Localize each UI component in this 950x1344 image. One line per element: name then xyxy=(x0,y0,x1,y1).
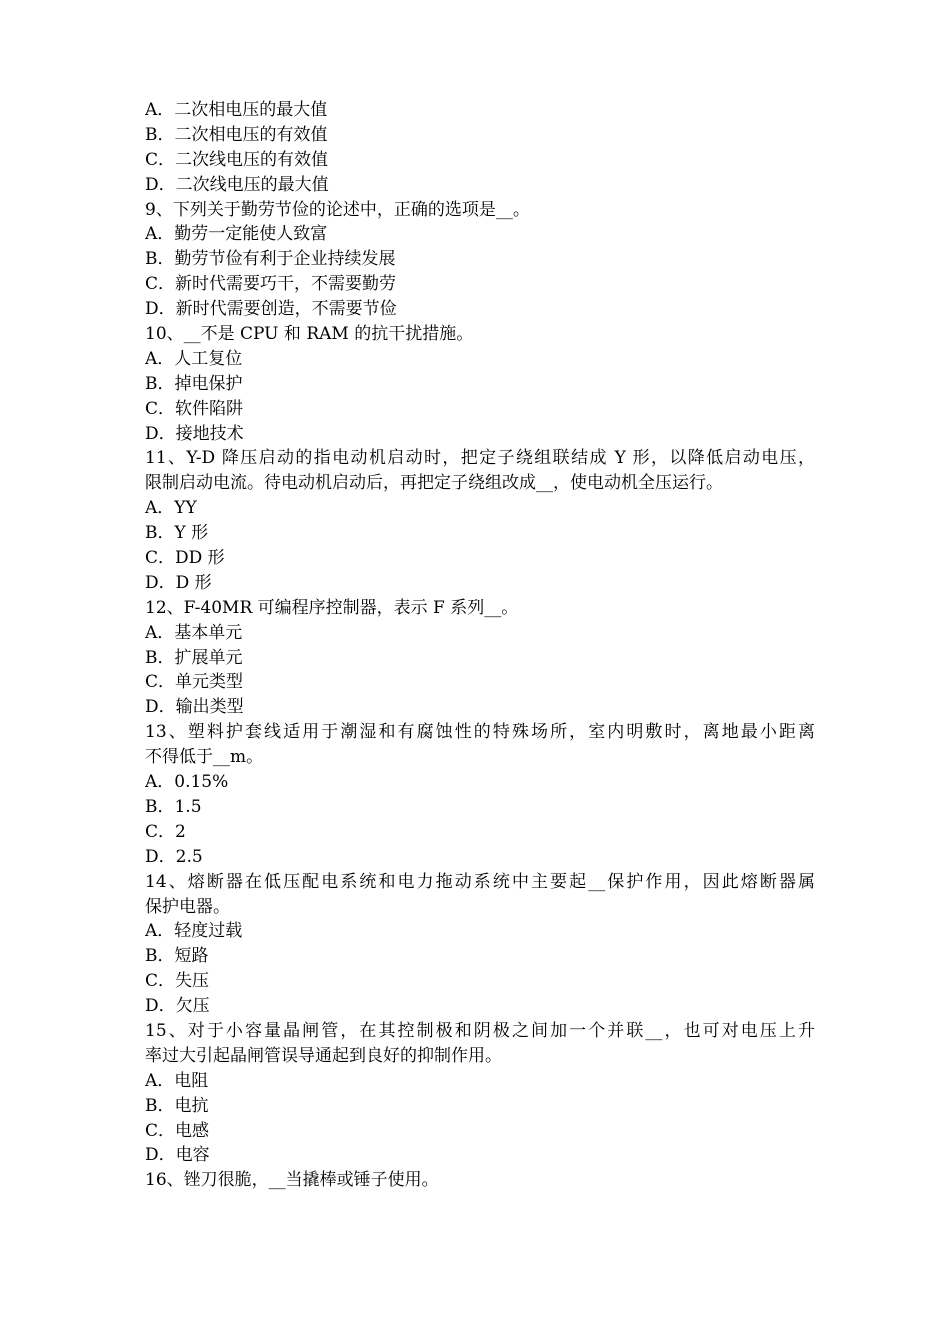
answer-option: C．DD 形 xyxy=(145,548,225,569)
question-text: 不得低于__m。 xyxy=(145,747,264,768)
answer-option: B．电抗 xyxy=(145,1095,209,1116)
answer-option: A．电阻 xyxy=(145,1070,209,1091)
answer-option: B．扩展单元 xyxy=(145,647,243,668)
answer-option: D．电容 xyxy=(145,1145,210,1166)
answer-option: C．电感 xyxy=(145,1120,210,1141)
answer-option: B．Y 形 xyxy=(145,523,209,544)
answer-option: D．二次线电压的最大值 xyxy=(145,174,329,195)
answer-option: C．失压 xyxy=(145,971,210,992)
question-text: 率过大引起晶闸管误导通起到良好的抑制作用。 xyxy=(145,1045,502,1066)
answer-option: C．2 xyxy=(145,821,186,842)
question-text: 11、Y-D 降压启动的指电动机启动时，把定子绕组联结成 Y 形，以降低启动电压， xyxy=(145,448,815,469)
answer-option: A．YY xyxy=(145,498,197,519)
answer-option: D．输出类型 xyxy=(145,697,244,718)
answer-option: B．二次相电压的有效值 xyxy=(145,124,328,145)
question-text: 限制启动电流。待电动机启动后，再把定子绕组改成__，使电动机全压运行。 xyxy=(145,473,723,494)
document-page xyxy=(145,98,815,1193)
answer-option: A．基本单元 xyxy=(145,622,243,643)
question-text: 16、锉刀很脆，__当撬棒或锤子使用。 xyxy=(145,1170,439,1191)
answer-option: A．勤劳一定能使人致富 xyxy=(145,224,328,245)
answer-option: A．人工复位 xyxy=(145,348,243,369)
answer-option: C．软件陷阱 xyxy=(145,398,244,419)
answer-option: D．欠压 xyxy=(145,996,210,1017)
question-text: 10、__不是 CPU 和 RAM 的抗干扰措施。 xyxy=(145,324,474,345)
answer-option: C．二次线电压的有效值 xyxy=(145,149,329,170)
answer-option: D．2.5 xyxy=(145,846,203,867)
question-text: 9、下列关于勤劳节俭的论述中，正确的选项是__。 xyxy=(145,199,530,220)
answer-option: A．轻度过载 xyxy=(145,921,243,942)
question-text: 12、F-40MR 可编程序控制器，表示 F 系列__。 xyxy=(145,597,519,618)
answer-option: C．单元类型 xyxy=(145,672,244,693)
answer-option: D．接地技术 xyxy=(145,423,244,444)
answer-option: B．短路 xyxy=(145,946,209,967)
answer-option: B．掉电保护 xyxy=(145,373,243,394)
answer-option: D．新时代需要创造，不需要节俭 xyxy=(145,299,397,320)
answer-option: C．新时代需要巧干，不需要勤劳 xyxy=(145,274,397,295)
question-text: 15、对于小容量晶闸管，在其控制极和阴极之间加一个并联__，也可对电压上升 xyxy=(145,1020,815,1041)
answer-option: A．0.15% xyxy=(145,772,229,793)
question-text: 14、熔断器在低压配电系统和电力拖动系统中主要起__保护作用，因此熔断器属 xyxy=(145,871,815,892)
question-text: 13、塑料护套线适用于潮湿和有腐蚀性的特殊场所，室内明敷时，离地最小距离 xyxy=(145,722,815,743)
answer-option: B．勤劳节俭有利于企业持续发展 xyxy=(145,249,396,270)
answer-option: D．D 形 xyxy=(145,572,212,593)
question-text: 保护电器。 xyxy=(145,896,230,917)
answer-option: B．1.5 xyxy=(145,796,202,817)
answer-option: A．二次相电压的最大值 xyxy=(145,100,328,120)
